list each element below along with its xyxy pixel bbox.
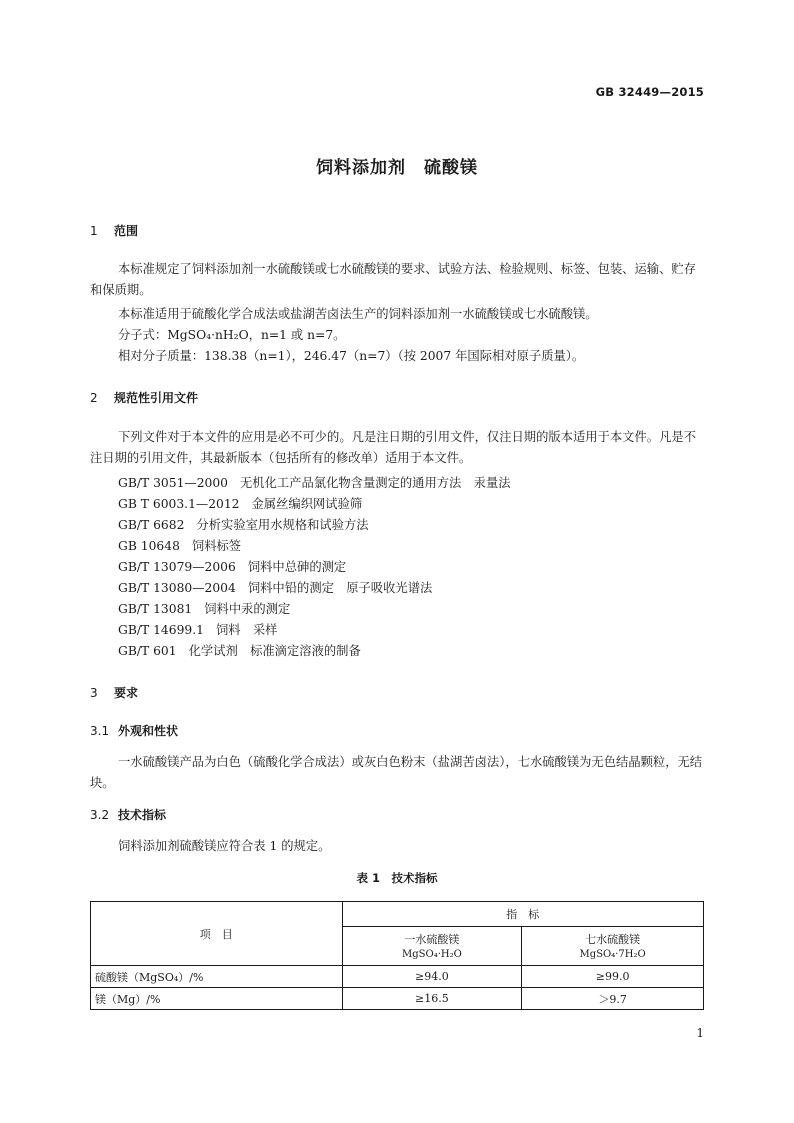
document-title: 饲料添加剂 硫酸镁	[316, 158, 478, 178]
table-header-col1	[342, 927, 522, 966]
section-2-heading	[90, 389, 198, 406]
table-cell-value: ≥94.0	[342, 966, 522, 988]
reference-item	[118, 641, 361, 659]
reference-code: GB/T 3051—2000	[118, 476, 228, 490]
table-header-col2	[522, 927, 704, 966]
reference-item	[118, 599, 290, 617]
reference-title: 饲料标签	[191, 539, 242, 553]
reference-title: 分析实验室用水规格和试验方法	[196, 518, 369, 532]
reference-code: GB/T 601	[118, 644, 177, 658]
section-1-para-1: 本标准规定了饲料添加剂一水硫酸镁或七水硫酸镁的要求、试验方法、检验规则、标签、包装、运输、贮存和保质期。	[90, 262, 696, 297]
section-3-2-heading	[90, 806, 166, 823]
table-header-index: 指 标	[342, 902, 703, 927]
section-3-heading	[90, 684, 138, 701]
table-caption: 表 1 技术指标	[356, 871, 438, 885]
technical-index-table	[90, 901, 704, 1010]
section-1-para-2: 本标准适用于硫酸化学合成法或盐湖苦卤法生产的饲料添加剂一水硫酸镁或七水硫酸镁。	[118, 307, 598, 321]
reference-item	[118, 557, 346, 575]
table-cell-item: 硫酸镁（MgSO₄）/%	[91, 966, 343, 988]
page-number: 1	[696, 1026, 704, 1040]
section-3-1-heading	[90, 722, 178, 739]
reference-title: 饲料中铅的测定 原子吸收光谱法	[247, 581, 433, 595]
reference-title: 饲料 采样	[215, 623, 278, 637]
col1-name: 一水硫酸镁	[404, 932, 460, 946]
reference-item	[118, 515, 369, 533]
section-3-number: 3	[90, 686, 98, 700]
table-row	[91, 966, 704, 988]
reference-title: 化学试剂 标准滴定溶液的制备	[188, 644, 361, 658]
section-3-2-number: 3.2	[90, 808, 110, 822]
reference-title: 饲料中汞的测定	[204, 602, 291, 616]
reference-item	[118, 494, 362, 512]
reference-title: 无机化工产品氯化物含量测定的通用方法 汞量法	[240, 476, 511, 490]
section-3-2-para: 饲料添加剂硫酸镁应符合表 1 的规定。	[118, 839, 331, 853]
section-3-2-title: 技术指标	[118, 808, 167, 822]
table-cell-value: ＞9.7	[522, 988, 704, 1010]
section-1-para-3: 分子式：MgSO₄·nH₂O，n=1 或 n=7。	[118, 328, 346, 342]
reference-title: 饲料中总砷的测定	[247, 560, 347, 574]
reference-title: 金属丝编织网试验筛	[251, 497, 363, 511]
reference-item	[118, 578, 432, 596]
reference-code: GB T 6003.1—2012	[118, 497, 240, 511]
reference-code: GB/T 14699.1	[118, 623, 204, 637]
table-cell-value: ≥16.5	[342, 988, 522, 1010]
section-1-title: 范围	[114, 224, 139, 238]
standard-number: GB 32449—2015	[595, 85, 704, 99]
section-1-heading	[90, 222, 138, 239]
section-3-1-title: 外观和性状	[118, 724, 179, 738]
col2-name: 七水硫酸镁	[585, 932, 641, 946]
reference-code: GB/T 13080—2004	[118, 581, 236, 595]
section-3-1-number: 3.1	[90, 724, 110, 738]
reference-code: GB/T 6682	[118, 518, 185, 532]
reference-code: GB/T 13079—2006	[118, 560, 236, 574]
reference-item	[118, 620, 277, 638]
reference-item	[118, 473, 511, 491]
section-3-1-para: 一水硫酸镁产品为白色（硫酸化学合成法）或灰白色粉末（盐湖苦卤法），七水硫酸镁为无色结晶颗粒，无结块。	[90, 755, 703, 790]
section-1-para-4: 相对分子质量：138.38（n=1），246.47（n=7）（按 2007 年国际相对原子质量）。	[118, 349, 585, 363]
section-2-title: 规范性引用文件	[114, 391, 199, 405]
section-1-number: 1	[90, 224, 98, 238]
reference-item	[118, 536, 241, 554]
section-2-intro: 下列文件对于本文件的应用是必不可少的。凡是注日期的引用文件，仅注日期的版本适用于本文件。凡是不注日期的引用文件，其最新版本（包括所有的修改单）适用于本文件。	[90, 430, 696, 465]
section-3-title: 要求	[114, 686, 139, 700]
section-2-number: 2	[90, 391, 98, 405]
col1-formula: MgSO₄·H₂O	[402, 948, 462, 960]
table-cell-value: ≥99.0	[522, 966, 704, 988]
reference-code: GB/T 13081	[118, 602, 193, 616]
col2-formula: MgSO₄·7H₂O	[579, 948, 646, 960]
table-cell-item: 镁（Mg）/%	[91, 988, 343, 1010]
table-header-item: 项 目	[91, 902, 343, 966]
table-row	[91, 988, 704, 1010]
reference-code: GB 10648	[118, 539, 180, 553]
